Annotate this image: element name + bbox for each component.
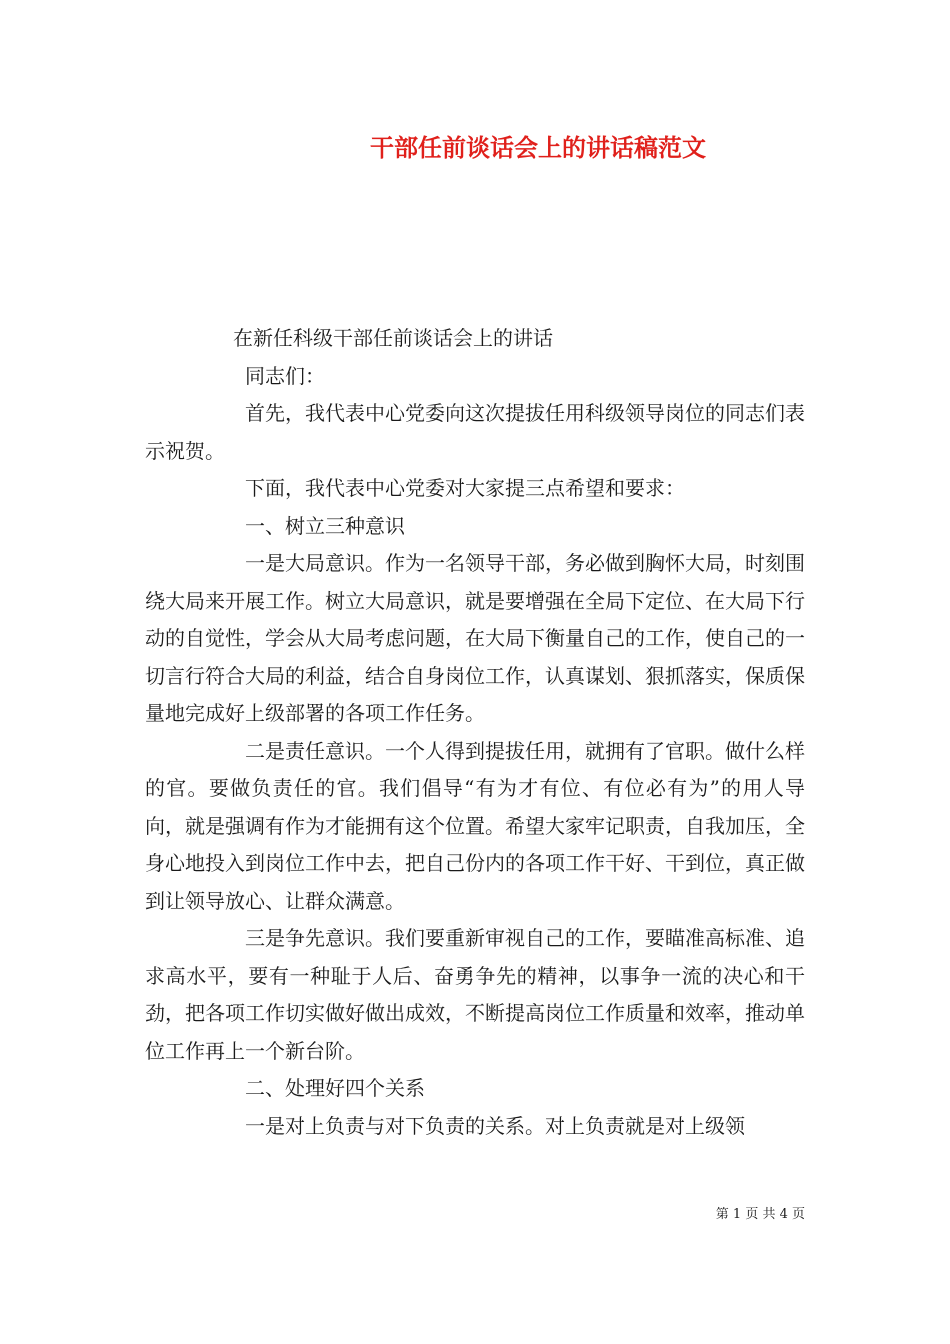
- section-heading-1: 一、树立三种意识: [245, 513, 405, 538]
- document-title: 干部任前谈话会上的讲话稿范文: [370, 133, 706, 162]
- section-heading-2: 二、处理好四个关系: [245, 1076, 425, 1100]
- salutation: 同志们：: [245, 363, 325, 388]
- speech-heading: 在新任科级干部任前谈话会上的讲话: [233, 326, 553, 350]
- paragraph-responsibility: 二是责任意识。一个人得到提拔任用，就拥有了官职。做什么样的官。要做负责任的官。我们倡导“有为才有位、有位必有为”的用人导向，就是强调有作为才能拥有这个位置。希望大家牢记职责，自我加压，全身心地投入到岗位工作中去，把自己份内的各项工作干好、干到位，真正做到让领导放心、让群众满意。: [145, 738, 805, 913]
- paragraph-big-picture: 一是大局意识。作为一名领导干部，务必做到胸怀大局，时刻围绕大局来开展工作。树立大局意识，就是要增强在全局下定位、在大局下行动的自觉性，学会从大局考虑问题，在大局下衡量自己的工作，使自己的一切言行符合大局的利益，结合自身岗位工作，认真谋划、狠抓落实，保质保量地完成好上级部署的各项工作任务。: [145, 551, 805, 725]
- paragraph-relationship-1: 一是对上负责与对下负责的关系。对上负责就是对上级领: [245, 1113, 745, 1138]
- paragraph-intro-requirements: 下面，我代表中心党委对大家提三点希望和要求：: [245, 476, 685, 500]
- paragraph-congratulation: 首先，我代表中心党委向这次提拔任用科级领导岗位的同志们表示祝贺。: [145, 401, 805, 463]
- page-number: 第 1 页 共 4 页: [715, 1207, 805, 1222]
- paragraph-excellence: 三是争先意识。我们要重新审视自己的工作，要瞄准高标准、追求高水平，要有一种耻于人后、奋勇争先的精神，以事争一流的决心和干劲，把各项工作切实做好做出成效，不断提高岗位工作质量和效率，推动单位工作再上一个新台阶。: [145, 926, 805, 1063]
- document-body: [145, 320, 805, 1145]
